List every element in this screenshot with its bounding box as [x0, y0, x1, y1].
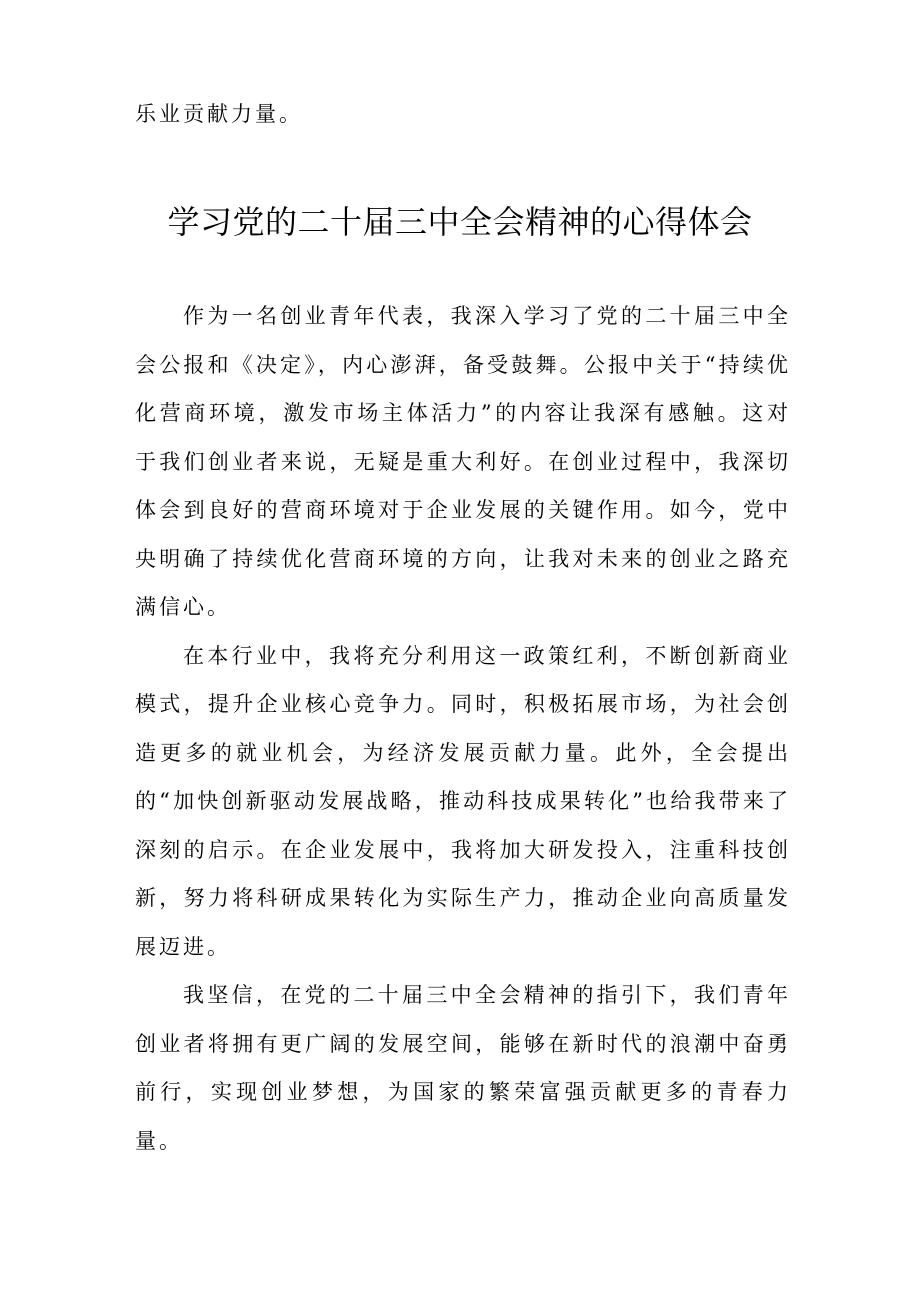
- document-body: [135, 292, 791, 1165]
- paragraph-1: 作为一名创业青年代表，我深入学习了党的二十届三中全会公报和《决定》，内心澎湃，备受鼓舞。公报中关于“持续优化营商环境，激发市场主体活力”的内容让我深有感触。这对于我们创业者来说，无疑是重大利好。在创业过程中，我深切体会到良好的营商环境对于企业发展的关键作用。如今，党中央明确了持续优化营商环境的方向，让我对未来的创业之路充满信心。: [135, 304, 791, 619]
- document-title: 学习党的二十届三中全会精神的心得体会: [167, 203, 753, 241]
- paragraph-2: 在本行业中，我将充分利用这一政策红利，不断创新商业模式，提升企业核心竞争力。同时，积极拓展市场，为社会创造更多的就业机会，为经济发展贡献力量。此外，全会提出的“加快创新驱动发展战略，推动科技成果转化”也给我带来了深刻的启示。在企业发展中，我将加大研发投入，注重科技创新，努力将科研成果转化为实际生产力，推动企业向高质量发展迈进。: [135, 643, 791, 959]
- continued-paragraph: 乐业贡献力量。: [135, 102, 303, 126]
- paragraph-3: 我坚信，在党的二十届三中全会精神的指引下，我们青年创业者将拥有更广阔的发展空间，能够在新时代的浪潮中奋勇前行，实现创业梦想，为国家的繁荣富强贡献更多的青春力量。: [135, 983, 791, 1153]
